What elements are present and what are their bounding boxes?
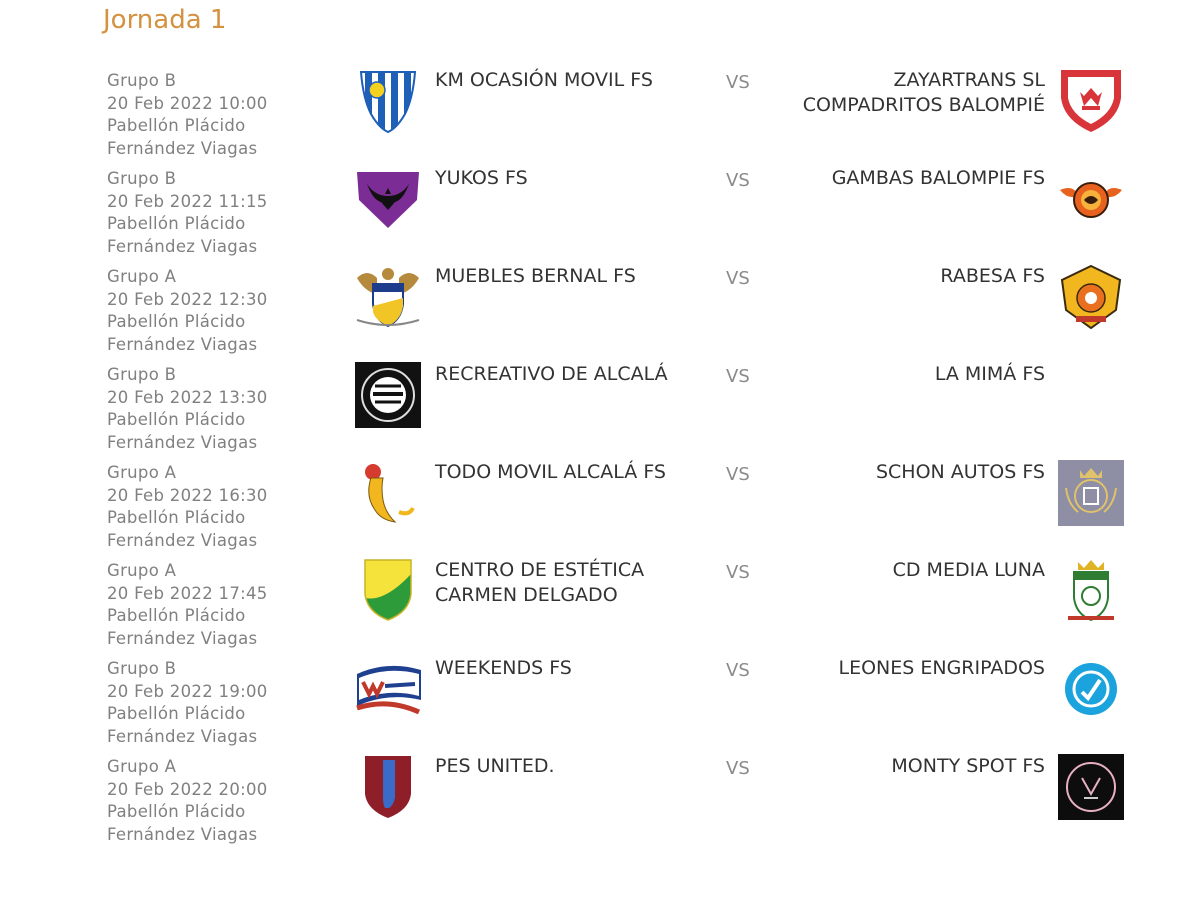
vs-label: VS xyxy=(726,464,750,485)
gambas-crest-icon[interactable] xyxy=(1058,166,1124,232)
match-datetime: 20 Feb 2022 10:00 xyxy=(107,93,268,113)
match-info xyxy=(107,168,337,258)
match-info xyxy=(107,266,337,356)
match-venue: Fernández Viagas xyxy=(107,824,258,844)
match-group: Grupo A xyxy=(107,267,177,286)
muebles-bernal-eagle-crest-icon[interactable] xyxy=(355,264,421,330)
away-team-name[interactable]: LEONES ENGRIPADOS xyxy=(838,657,1045,679)
match-venue: Fernández Viagas xyxy=(107,726,258,746)
match-venue: Fernández Viagas xyxy=(107,432,258,452)
match-group: Grupo B xyxy=(107,71,177,90)
rabesa-crest-icon[interactable] xyxy=(1058,264,1124,330)
match-group: Grupo A xyxy=(107,757,177,776)
away-team-name[interactable]: RABESA FS xyxy=(940,265,1045,287)
centro-estetica-shield-icon[interactable] xyxy=(355,558,421,624)
match-venue: Pabellón Plácido xyxy=(107,704,246,723)
match-row[interactable] xyxy=(0,558,1200,656)
match-info xyxy=(107,756,337,846)
match-group: Grupo B xyxy=(107,365,177,384)
vs-label: VS xyxy=(726,72,750,93)
home-team-name[interactable]: TODO MOVIL ALCALÁ FS xyxy=(435,461,666,483)
away-team-name[interactable]: CD MEDIA LUNA xyxy=(892,559,1045,581)
match-datetime: 20 Feb 2022 20:00 xyxy=(107,779,268,799)
vs-label: VS xyxy=(726,660,750,681)
match-datetime: 20 Feb 2022 17:45 xyxy=(107,583,268,603)
away-team-name[interactable]: MONTY SPOT FS xyxy=(891,755,1045,777)
away-team-name[interactable]: GAMBAS BALOMPIE FS xyxy=(831,167,1045,189)
match-venue: Fernández Viagas xyxy=(107,530,258,550)
match-venue: Pabellón Plácido xyxy=(107,802,246,821)
match-row[interactable] xyxy=(0,754,1200,852)
yukos-bat-crest-icon[interactable] xyxy=(355,166,421,232)
vs-label: VS xyxy=(726,366,750,387)
page-title: Jornada 1 xyxy=(103,5,227,35)
recreativo-alcala-crest-icon[interactable] xyxy=(355,362,421,428)
todo-movil-crest-icon[interactable] xyxy=(355,460,421,526)
away-team-name[interactable]: SCHON AUTOS FS xyxy=(875,461,1045,483)
away-team-name[interactable]: LA MIMÁ FS xyxy=(934,363,1045,385)
match-row[interactable] xyxy=(0,656,1200,754)
home-team-name[interactable]: RECREATIVO DE ALCALÁ xyxy=(435,363,668,385)
match-venue: Fernández Viagas xyxy=(107,628,258,648)
match-venue: Fernández Viagas xyxy=(107,236,258,256)
km-ocasion-crest-icon[interactable] xyxy=(355,68,421,134)
match-datetime: 20 Feb 2022 13:30 xyxy=(107,387,268,407)
home-team-name[interactable]: WEEKENDS FS xyxy=(435,657,572,679)
home-team-name[interactable]: YUKOS FS xyxy=(435,167,528,189)
match-venue: Fernández Viagas xyxy=(107,334,258,354)
leones-engripados-circle-icon[interactable] xyxy=(1058,656,1124,722)
match-venue: Fernández Viagas xyxy=(107,138,258,158)
monty-spot-crest-icon[interactable] xyxy=(1058,754,1124,820)
match-datetime: 20 Feb 2022 19:00 xyxy=(107,681,268,701)
cd-media-luna-crest-icon[interactable] xyxy=(1058,558,1124,624)
match-group: Grupo B xyxy=(107,169,177,188)
match-info xyxy=(107,658,337,748)
vs-label: VS xyxy=(726,562,750,583)
match-row[interactable] xyxy=(0,264,1200,362)
match-row[interactable] xyxy=(0,166,1200,264)
match-info xyxy=(107,560,337,650)
match-venue: Pabellón Plácido xyxy=(107,606,246,625)
match-info xyxy=(107,70,337,160)
match-venue: Pabellón Plácido xyxy=(107,214,246,233)
match-venue: Pabellón Plácido xyxy=(107,312,246,331)
away-team-name[interactable]: ZAYARTRANS SL COMPADRITOS BALOMPIÉ xyxy=(802,69,1045,116)
weekends-logo-icon[interactable] xyxy=(355,656,421,722)
match-row[interactable] xyxy=(0,362,1200,460)
match-info xyxy=(107,364,337,454)
match-group: Grupo A xyxy=(107,561,177,580)
match-row[interactable] xyxy=(0,68,1200,166)
zayartrans-crest-icon[interactable] xyxy=(1058,68,1124,134)
match-venue: Pabellón Plácido xyxy=(107,116,246,135)
match-venue: Pabellón Plácido xyxy=(107,410,246,429)
match-datetime: 20 Feb 2022 12:30 xyxy=(107,289,268,309)
match-datetime: 20 Feb 2022 11:15 xyxy=(107,191,268,211)
home-team-name[interactable]: MUEBLES BERNAL FS xyxy=(435,265,636,287)
match-row[interactable] xyxy=(0,460,1200,558)
pes-united-shield-icon[interactable] xyxy=(355,754,421,820)
match-group: Grupo B xyxy=(107,659,177,678)
home-team-name[interactable]: PES UNITED. xyxy=(435,755,555,777)
match-datetime: 20 Feb 2022 16:30 xyxy=(107,485,268,505)
match-info xyxy=(107,462,337,552)
schon-autos-crest-icon[interactable] xyxy=(1058,460,1124,526)
home-team-name[interactable]: KM OCASIÓN MOVIL FS xyxy=(435,69,653,91)
match-group: Grupo A xyxy=(107,463,177,482)
vs-label: VS xyxy=(726,758,750,779)
vs-label: VS xyxy=(726,170,750,191)
match-venue: Pabellón Plácido xyxy=(107,508,246,527)
home-team-name[interactable]: CENTRO DE ESTÉTICA CARMEN DELGADO xyxy=(435,559,645,606)
vs-label: VS xyxy=(726,268,750,289)
